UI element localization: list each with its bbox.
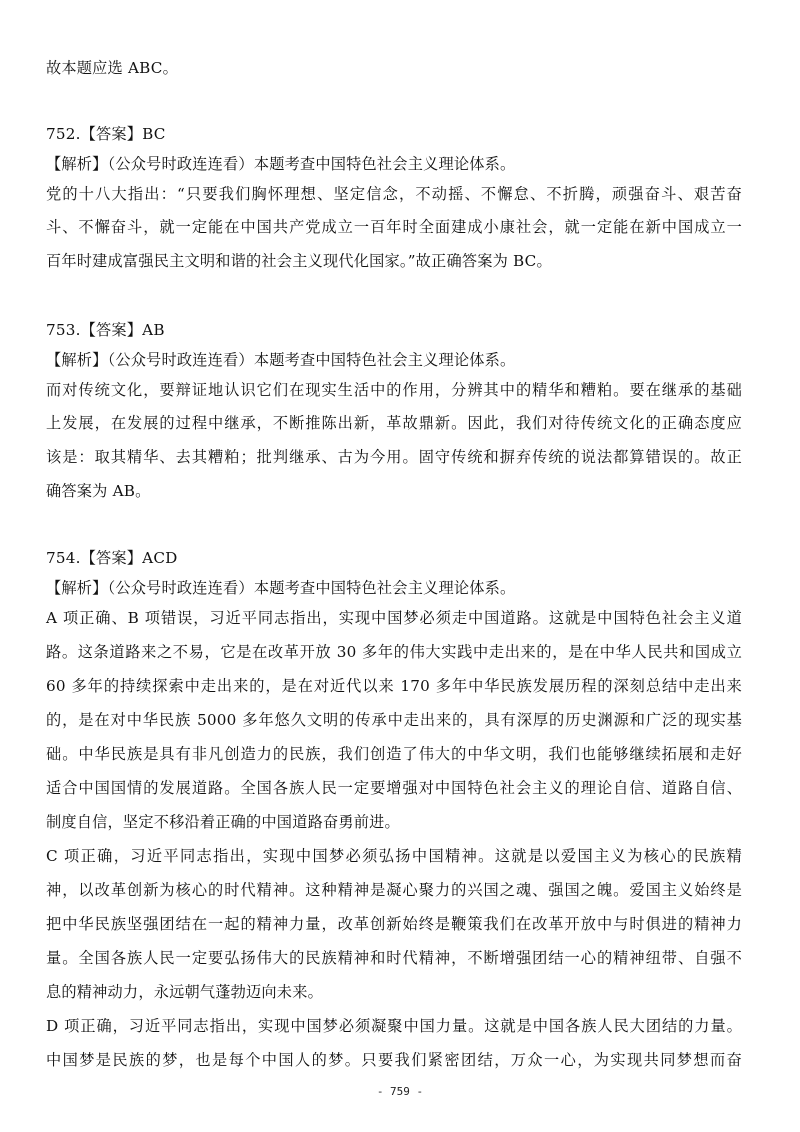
question-754-text-line: 础。中华民族是具有非凡创造力的民族，我们创造了伟大的中华文明，我们也能够继续拓展和走好	[46, 745, 742, 763]
question-753-text-line: 确答案为 AB。	[46, 482, 151, 500]
question-754-text-line: 把中华民族坚强团结在一起的精神力量，改革创新始终是鞭策我们在改革开放中与时俱进的精神力	[46, 915, 742, 933]
intro-line: 故本题应选 ABC。	[46, 59, 178, 77]
question-754-text-line: 60 多年的持续探索中走出来的，是在对近代以来 170 多年中华民族发展历程的深刻总结中走出来	[46, 677, 742, 695]
question-754-text-line: 制度自信，坚定不移沿着正确的中国道路奋勇前进。	[46, 813, 400, 831]
question-753-text-line: 而对传统文化，要辩证地认识它们在现实生活中的作用，分辨其中的精华和糟粕。要在继承的基础	[46, 381, 742, 399]
question-752-text-line: 斗、不懈奋斗，就一定能在中国共产党成立一百年时全面建成小康社会，就一定能在新中国成立一	[46, 218, 742, 236]
question-754-text-line: 神，以改革创新为核心的时代精神。这种精神是凝心聚力的兴国之魂、强国之魄。爱国主义始终是	[46, 881, 742, 899]
question-754-text-line: 量。全国各族人民一定要弘扬伟大的民族精神和时代精神，不断增强团结一心的精神纽带、自强不	[46, 949, 742, 967]
question-754-text-line: 息的精神动力，永远朝气蓬勃迈向未来。	[46, 983, 323, 1001]
question-754-text-line: A 项正确、B 项错误，习近平同志指出，实现中国梦必须走中国道路。这就是中国特色社会主义道	[46, 609, 742, 627]
question-753-text-line: 该是：取其精华、去其糟粕；批判继承、古为今用。固守传统和摒弃传统的说法都算错误的。故正	[46, 448, 742, 466]
question-754-text-line: D 项正确，习近平同志指出，实现中国梦必须凝聚中国力量。这就是中国各族人民大团结的力量。	[46, 1017, 742, 1035]
question-753-analysis: 【解析】（公众号时政连连看）本题考查中国特色社会主义理论体系。	[46, 351, 516, 369]
page-number: - 759 -	[376, 1085, 424, 1098]
question-754-text-line: 中国梦是民族的梦，也是每个中国人的梦。只要我们紧密团结，万众一心，为实现共同梦想而奋	[46, 1051, 742, 1069]
question-754-text-line: 适合中国国情的发展道路。全国各族人民一定要增强对中国特色社会主义的理论自信、道路自信、	[46, 779, 742, 797]
question-754-text-line: 路。这条道路来之不易，它是在改革开放 30 多年的伟大实践中走出来的，是在中华人民共和国成立	[46, 643, 742, 661]
question-752-text-line: 党的十八大指出：“只要我们胸怀理想、坚定信念，不动摇、不懈怠、不折腾，顽强奋斗、艰苦奋	[46, 185, 742, 203]
question-752-text-line: 百年时建成富强民主文明和谐的社会主义现代化国家。”故正确答案为 BC。	[46, 252, 552, 270]
question-754-text-line: C 项正确，习近平同志指出，实现中国梦必须弘扬中国精神。这就是以爱国主义为核心的民族精	[46, 847, 742, 865]
question-753-text-line: 上发展，在发展的过程中继承，不断推陈出新，革故鼎新。因此，我们对待传统文化的正确态度应	[46, 414, 742, 432]
question-752-heading: 752.【答案】BC	[46, 125, 166, 143]
question-753-heading: 753.【答案】AB	[46, 321, 165, 339]
question-754-text-line: 的，是在对中华民族 5000 多年悠久文明的传承中走出来的，具有深厚的历史渊源和广泛的现实基	[46, 711, 742, 729]
question-754-heading: 754.【答案】ACD	[46, 549, 178, 567]
question-754-analysis: 【解析】（公众号时政连连看）本题考查中国特色社会主义理论体系。	[46, 579, 516, 597]
question-752-analysis: 【解析】（公众号时政连连看）本题考查中国特色社会主义理论体系。	[46, 155, 516, 173]
